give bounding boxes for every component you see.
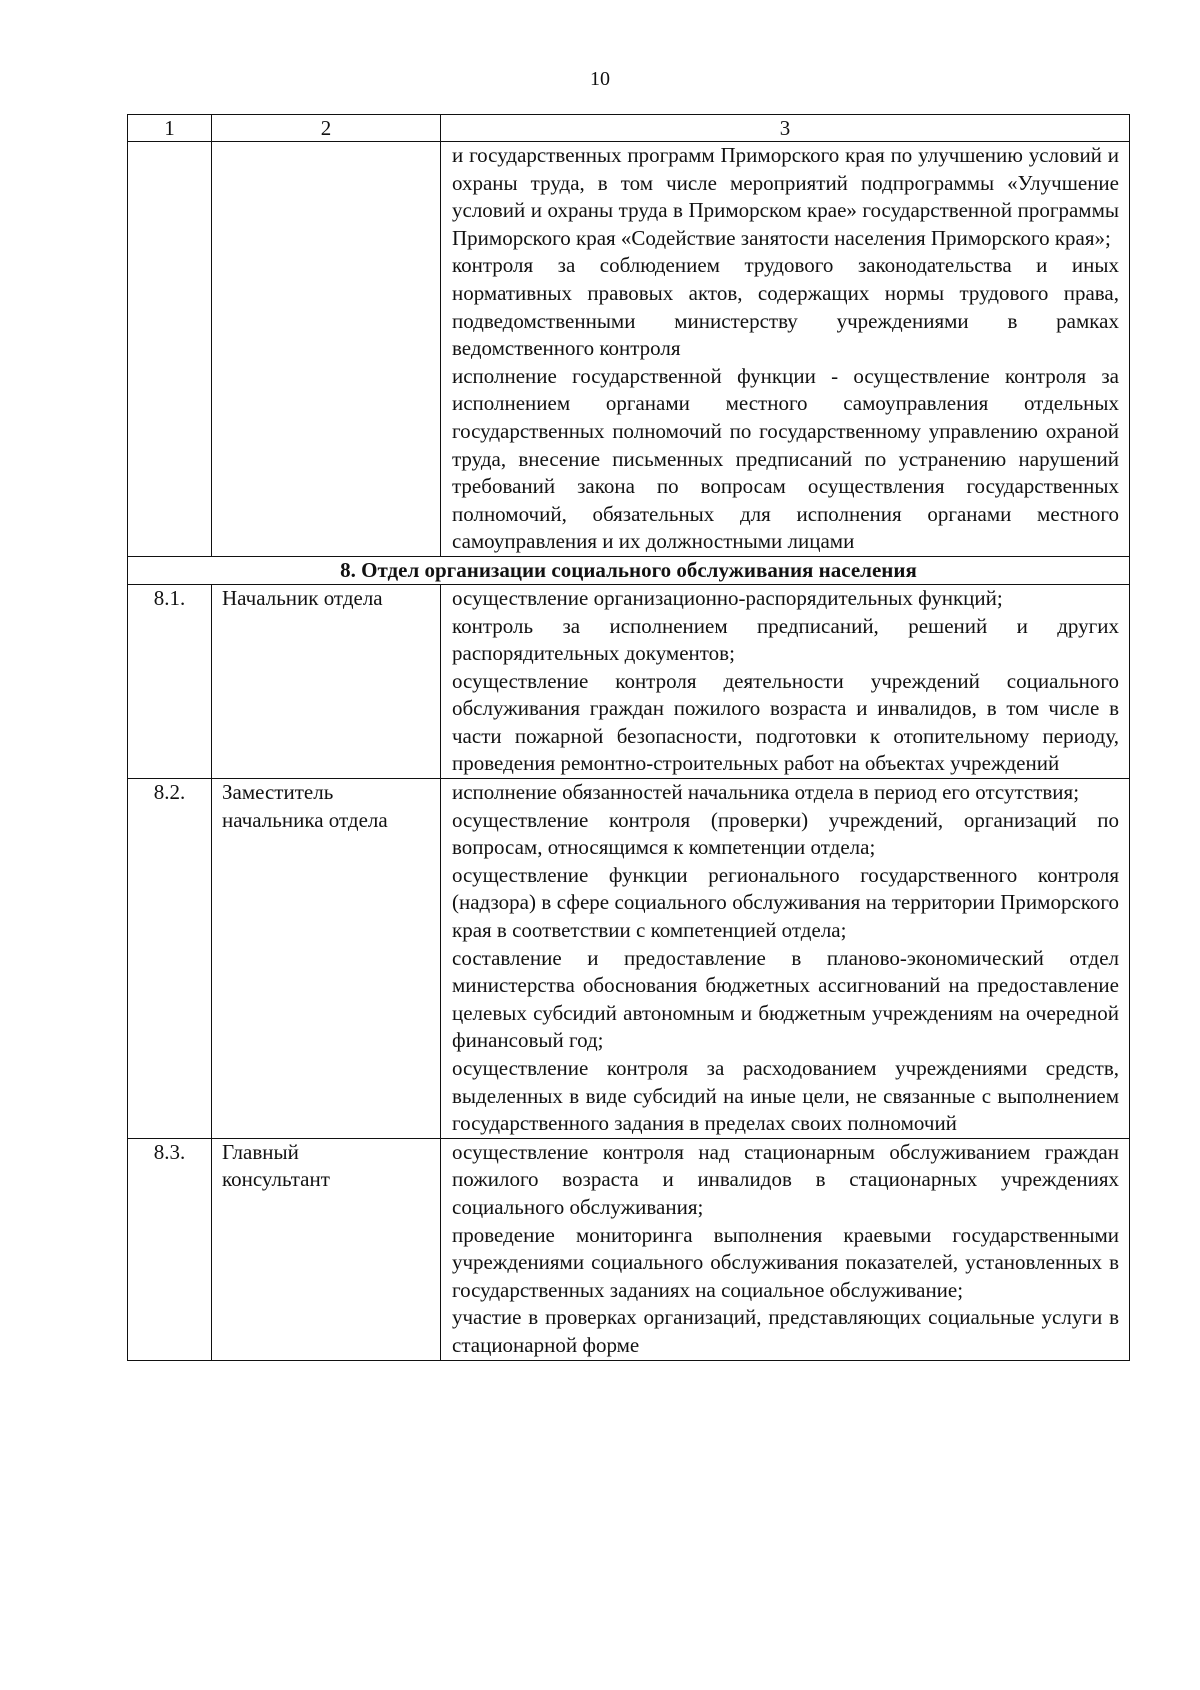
- position-cell: [212, 142, 441, 557]
- duty-paragraph: и государственных программ Приморского края по улучшению условий и охраны труда, в том числе мероприятий подпрограммы «Улучшение условий и охраны труда в Приморском крае» государственной программы Приморского края «Содействие занятости населения Приморского края»;: [452, 143, 1119, 250]
- row-number-cell: 8.1.: [128, 584, 212, 778]
- duty-paragraph: осуществление контроля над стационарным обслуживанием граждан пожилого возраста и инвалидов в стационарных учреждениях социального обслуживания;: [452, 1139, 1119, 1219]
- duty-paragraph: контроля за соблюдением трудового законодательства и иных нормативных правовых актов, содержащих нормы трудового права, подведомственными министерству учреждениями в рамках ведомственного контроля: [452, 253, 1119, 361]
- duty-paragraph: осуществление функции регионального государственного контроля (надзора) в сфере социального обслуживания на территории Приморского края в соответствии с компетенцией отдела;: [452, 862, 1119, 943]
- table-header-row: [128, 115, 1130, 142]
- row-number-cell: 8.2.: [128, 779, 212, 1139]
- duty-paragraph: составление и предоставление в планово-экономический отдел министерства обоснования бюджетных ассигнований на предоставление целевых субсидий автономным и бюджетным учреждениям на очередной финансовый год;: [452, 945, 1119, 1053]
- section-title: 8. Отдел организации социального обслуживания населения: [128, 556, 1130, 584]
- position-line: Начальник отдела: [222, 585, 383, 610]
- duty-paragraph: участие в проверках организаций, представляющих социальные услуги в стационарной форме: [452, 1305, 1119, 1357]
- duties-cell: [441, 1138, 1130, 1360]
- position-cell: [212, 584, 441, 778]
- duties-table: [127, 114, 1130, 1361]
- position-line: начальника отдела: [222, 807, 388, 832]
- duties-cell: [441, 584, 1130, 778]
- duty-paragraph: проведение мониторинга выполнения краевыми государственными учреждениями социального обслуживания показателей, установленных в государственных заданиях на социальное обслуживание;: [452, 1222, 1119, 1302]
- position-line: консультант: [222, 1167, 330, 1192]
- column-header-number: 1: [128, 115, 212, 142]
- position-cell: [212, 1138, 441, 1360]
- position-line: Заместитель: [222, 780, 334, 805]
- column-header-duties: 3: [441, 115, 1130, 142]
- duties-cell: [441, 779, 1130, 1139]
- duty-paragraph: осуществление контроля деятельности учреждений социального обслуживания граждан пожилого возраста и инвалидов, в том числе в части пожарной безопасности, подготовки к отопительному периоду, проведения ремонтно-строительных работ на объектах учреждений: [452, 668, 1119, 776]
- duty-paragraph: осуществление контроля за расходованием учреждениями средств, выделенных в виде субсидий на иные цели, не связанные с выполнением государственного задания в пределах своих полномочий: [452, 1056, 1119, 1136]
- table-row-8-3: [128, 1138, 1130, 1360]
- position-cell: [212, 779, 441, 1139]
- table-row-8-1: [128, 584, 1130, 778]
- duty-paragraph: исполнение обязанностей начальника отдела в период его отсутствия;: [452, 780, 1080, 805]
- row-number-cell: 8.3.: [128, 1138, 212, 1360]
- duty-paragraph: осуществление контроля (проверки) учреждений, организаций по вопросам, относящимся к компетенции отдела;: [452, 807, 1119, 860]
- table-row-8-2: [128, 779, 1130, 1139]
- column-header-position: 2: [212, 115, 441, 142]
- page-number: 10: [590, 68, 610, 90]
- position-line: Главный: [222, 1139, 299, 1164]
- duties-cell: [441, 142, 1130, 557]
- row-number-cell: [128, 142, 212, 557]
- section-heading-row: [128, 556, 1130, 584]
- table-row-continuation: [128, 142, 1130, 557]
- duty-paragraph: осуществление организационно-распорядительных функций;: [452, 585, 1003, 610]
- duty-paragraph: исполнение государственной функции - осуществление контроля за исполнением органами местного самоуправления отдельных государственных полномочий по государственному управлению охраной труда, внесение письменных предписаний по устранению нарушений требований закона по вопросам осуществления государственных полномочий, обязательных для исполнения органами местного самоуправления и их должностными лицами: [452, 363, 1119, 554]
- duty-paragraph: контроль за исполнением предписаний, решений и других распорядительных документов;: [452, 613, 1119, 666]
